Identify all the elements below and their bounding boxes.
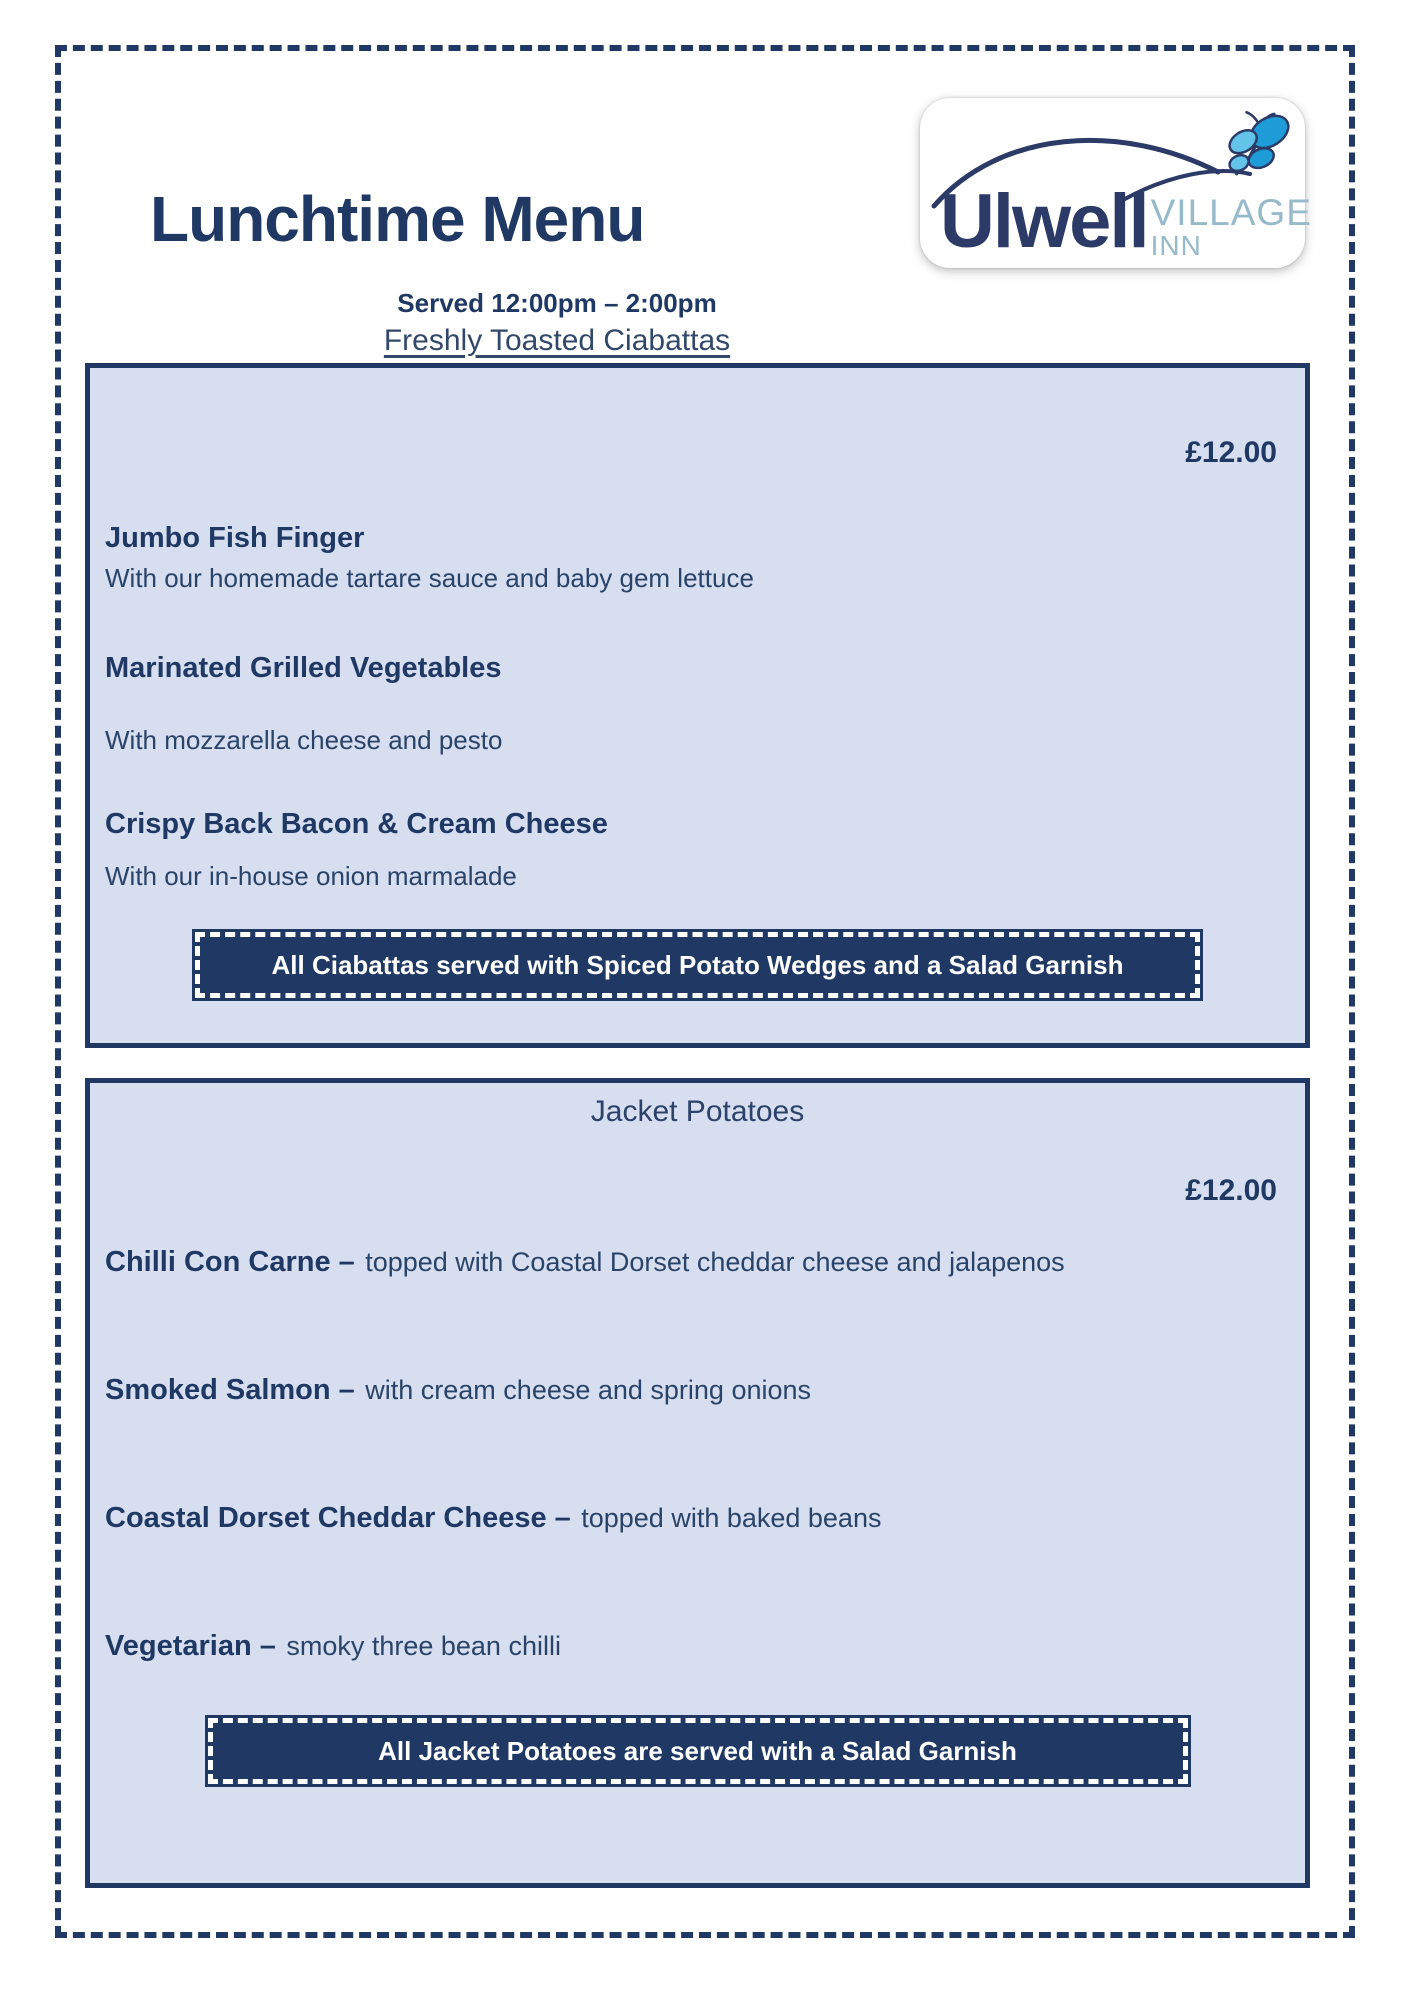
menu-item-name: Coastal Dorset Cheddar Cheese – [105,1502,571,1534]
jacket-potatoes-panel [85,1078,1310,1888]
served-hours: Served 12:00pm – 2:00pm [397,288,717,318]
menu-item-name: Vegetarian – [105,1630,276,1662]
ulwell-village-inn-logo [920,98,1312,268]
menu-item-description: with cream cheese and spring onions [365,1375,812,1405]
menu-item-description: With mozzarella cheese and pesto [105,725,503,755]
ciabattas-panel [85,363,1310,1048]
menu-item [90,1502,1305,1535]
menu-item-name: Jumbo Fish Finger [105,522,365,554]
menu-item-description: topped with Coastal Dorset cheddar cheese and jalapenos [365,1247,1065,1277]
ciabattas-section-heading: Freshly Toasted Ciabattas [383,324,731,357]
logo-name: Ulwell [940,179,1148,264]
page-title: Lunchtime Menu [150,183,645,255]
menu-item [90,1246,1305,1279]
jackets-section-heading: Jacket Potatoes [590,1095,805,1128]
menu-item-description: topped with baked beans [581,1503,882,1533]
menu-item [90,1374,1305,1407]
menu-item-description: With our in-house onion marmalade [105,861,517,891]
jackets-price: £12.00 [1185,1174,1277,1207]
menu-item-name: Crispy Back Bacon & Cream Cheese [105,808,608,840]
menu-item [90,1630,1305,1663]
menu-item-name: Chilli Con Carne – [105,1246,355,1278]
ciabattas-price: £12.00 [1185,436,1277,469]
menu-item-description: With our homemade tartare sauce and baby gem lettuce [105,563,754,593]
menu-item-name: Smoked Salmon – [105,1374,355,1406]
butterfly-icon [1225,109,1294,174]
menu-item-description: smoky three bean chilli [286,1631,561,1661]
logo-wordmark [940,179,1312,264]
ciabattas-banner: All Ciabattas served with Spiced Potato Wedges and a Salad Garnish [195,932,1200,998]
menu-item-name: Marinated Grilled Vegetables [105,652,502,684]
logo-village-label: VILLAGE [1150,192,1312,233]
jackets-banner: All Jacket Potatoes are served with a Salad Garnish [208,1718,1188,1784]
logo-inn-label: INN [1150,230,1202,261]
